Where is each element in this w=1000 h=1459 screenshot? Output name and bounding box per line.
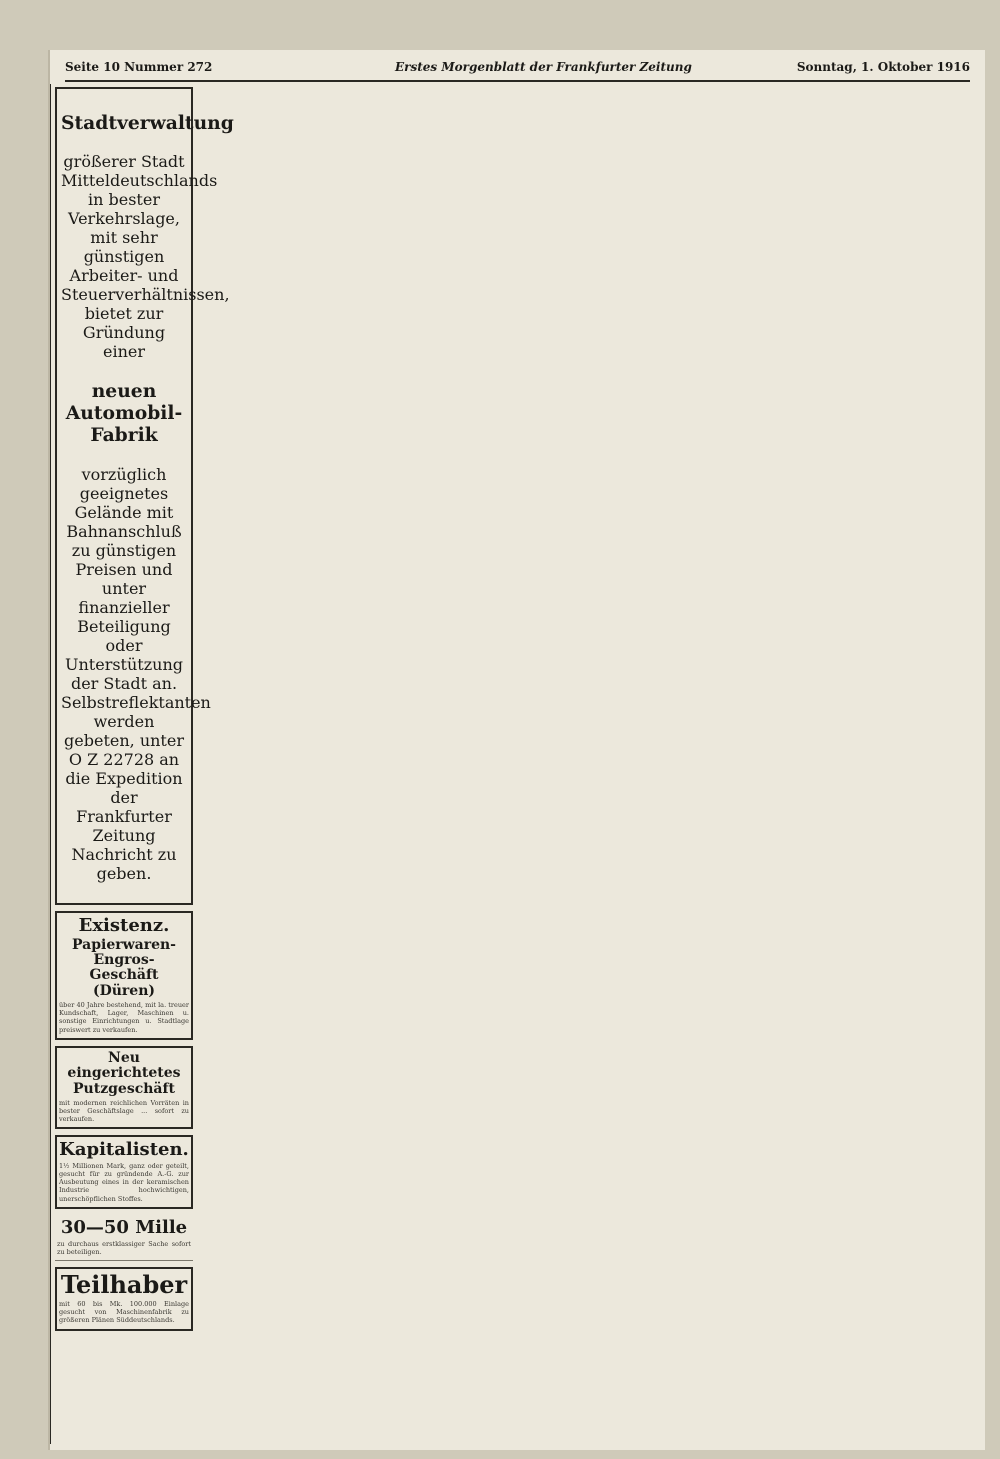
issue-date: Sonntag, 1. Oktober 1916 <box>796 60 970 74</box>
ad-body: zu durchaus erstklassiger Sache sofort zu beteiligen. <box>57 1239 191 1256</box>
ad-kapitalisten <box>55 1135 193 1208</box>
ad-subhead: neuen Automobil-Fabrik <box>65 380 183 447</box>
ad-putzgeschaeft <box>55 1046 193 1130</box>
column-1 <box>50 84 234 1444</box>
ad-footer: vorzüglich geeignetes Gelände mit Bahnanschluß zu günstigen Preisen und unter finanzieller Beteiligung oder Unterstützung der Stadt an. Selbstreflektanten werden gebeten, unter O Z 22728 an die Expedition der Frankfurter Zeitung Nachricht zu geben. <box>61 464 211 883</box>
ad-subhead: Papierwaren-Engros-Geschäft (Düren) <box>71 936 176 999</box>
masthead <box>65 58 970 82</box>
page-number: Seite 10 Nummer 272 <box>65 60 213 74</box>
ad-body: über 40 Jahre bestehend, mit la. treuer Kundschaft, Lager, Maschinen u. sonstige Einrichtungen u. Stadtlage preiswert zu verkaufen. <box>59 1001 189 1034</box>
ad-stadtverwaltung <box>55 87 234 905</box>
ad-headline: Teilhaber <box>60 1269 188 1299</box>
ad-body: 1½ Millionen Mark, ganz oder geteilt, gesucht für zu gründende A.-G. zur Ausbeutung eines in der keramischen Industrie hochwichtigen, unerschöpflichen Stoffes. <box>59 1162 189 1203</box>
ad-headline: Stadtverwaltung <box>61 111 234 134</box>
ad-body: mit 60 bis Mk. 100.000 Einlage gesucht von Maschinenfabrik zu größeren Plänen Süddeutschlands. <box>59 1300 189 1325</box>
ad-body: mit modernen reichlichen Vorräten in bester Geschäftslage ... sofort zu verkaufen. <box>59 1098 189 1124</box>
ad-existenz <box>55 911 193 1040</box>
ad-teilhaber <box>55 1267 193 1331</box>
ad-headline: Existenz. <box>78 914 170 936</box>
newspaper-page <box>48 50 985 1450</box>
ad-headline: 30—50 Mille <box>60 1216 188 1238</box>
newspaper-title: Erstes Morgenblatt der Frankfurter Zeitung <box>395 60 692 74</box>
ad-headline: Kapitalisten. <box>59 1139 189 1161</box>
ad-headline: Neu eingerichtetes Putzgeschäft <box>67 1049 181 1097</box>
ad-body: größerer Stadt Mitteldeutschlands in bester Verkehrslage, mit sehr günstigen Arbeiter- und Steuerverhältnissen, bietet zur Gründung einer <box>61 152 230 362</box>
ad-mille <box>55 1215 193 1261</box>
